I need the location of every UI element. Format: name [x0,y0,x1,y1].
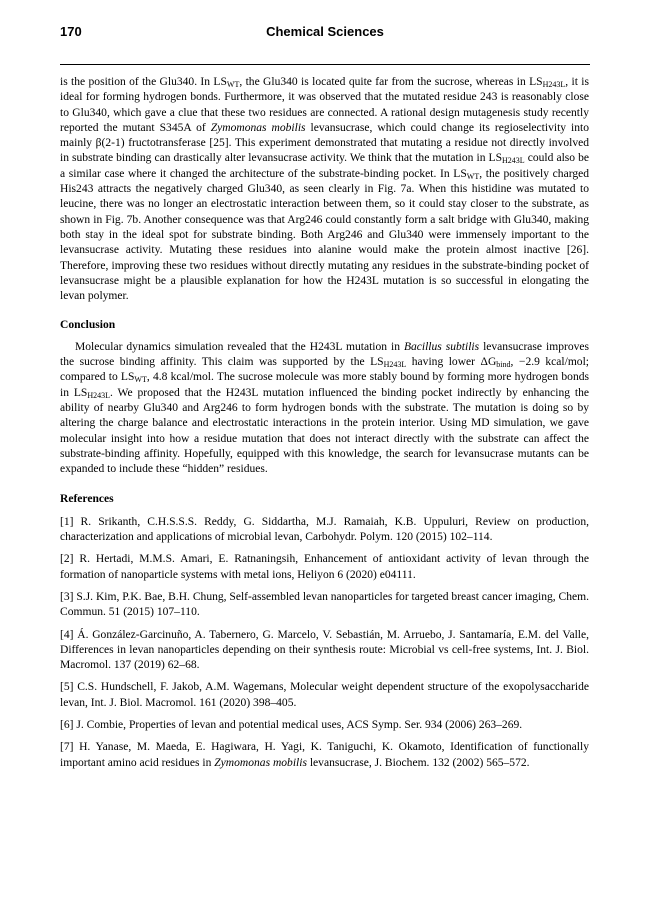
subscript: WT [134,375,147,385]
header-rule [60,64,590,65]
reference-item: [6] J. Combie, Properties of levan and potential medical uses, ACS Symp. Ser. 934 (2006) 263–269. [60,718,523,731]
body-paragraph: is the position of the Glu340. In $LS_{WT}$, the Glu340 is located quite far from the sucrose, whereas in $LS_{H243L}$, it is ideal for forming hydrogen bonds. Furthermore, it was observed that the mutated residue 243 is reasonably close to Glu340, which gave a clue that these two residues are connected. A rational design mutagenesis study recently reported the mutant S345A of Zymomonas mobilis levansucrase, which could change its regioselectivity into mainly β(2-1) fructotransferase [25]. This experiment demonstrated that mutating a residue not directly involved in substrate binding can drastically alter levansucrase activity. We think that the mutation in $LS_{H243L}$ could also be a similar case where it changed the architecture of the substrate-binding pocket. In $LS_{WT}$, the positively charged His243 attracts the negatively charged Glu340, as seen clearly in Fig. 7a. When this histidine was mutated to leucine, there was no longer an electrostatic interaction between them, so it could stay closer to the substrate, as shown in Fig. 7b. Another consequence was that Arg246 could constantly form a salt bridge with Glu340, making both stay in the ideal spot for substrate binding. Both Arg246 and Glu340 were immensely important to the levansucrase activity. Mutating these residues into alanine would make the protein almost inactive [26]. Therefore, improving these two residues without directly mutating any residues in the substrate-binding pocket of levansucrase might be a plausible explanation for how the H243L mutation is so successful in elongating the levan polymer. [60,76,590,303]
references-heading: References [60,493,114,506]
subscript: WT [466,171,480,181]
reference-item: [3] S.J. Kim, P.K. Bae, B.H. Chung, Self-assembled levan nanoparticles for targeted breast cancer imaging, Chem. Commun. 51 (2015) 107–110. [60,590,589,619]
conclusion-paragraph: Molecular dynamics simulation revealed that the H243L mutation in Bacillus subtilis levansucrase improves the sucrose binding affinity. This claim was supported by the $LS_{H243L}$ having lower $\Delta G_{bind}$, −2.9 kcal/mol; compared to $LS_{WT}$, 4.8 kcal/mol. The sucrose molecule was more stably bound by forming more hydrogen bonds in $LS_{H243L}$. We proposed that the H243L mutation influenced the binding pocket indirectly by enhancing the ability of nearby Glu340 and Arg246 to form hydrogen bonds with the substrate. The mutation is doing so by altering the charge balance and electrostatic interactions in the protein interior. Using MD simulation, we gave molecular insight into how a residue mutation that does not interact directly with the substrate can affect the substrate-binding affinity. Hopefully, equipped with this knowledge, the search for levansucrase mutants can be expanded to include these “hidden” residues. [60,340,590,476]
italic-species-name: Bacillus subtilis [403,340,480,353]
running-header [60,24,590,44]
page-content [60,75,589,778]
conclusion-heading: Conclusion [60,319,116,332]
reference-item: [5] C.S. Hundschell, F. Jakob, A.M. Wagemans, Molecular weight dependent structure of the exopolysaccharide levan, Int. J. Biol. Macromol. 161 (2020) 398–405. [60,681,589,709]
reference-item: [2] R. Hertadi, M.M.S. Amari, E. Ratnaningsih, Enhancement of antioxidant activity of levan through the formation of nanoparticle systems with metal ions, Heliyon 6 (2020) e04111. [60,553,589,581]
subscript: H243L [383,360,407,370]
subscript: bind [496,360,511,370]
conclusion-section [60,340,589,478]
reference-item: [4] Á. González-Garcinuño, A. Tabernero, G. Marcelo, V. Sebastián, M. Arruebo, J. Santamaría, E.M. del Valle, Differences in levan nanoparticles depending on their synthesis route: Microbial vs cell-free systems, Int. J. Biol. Macromol. 137 (2019) 62–68. [60,628,589,672]
italic-species-name: Zymomonas mobilis [210,121,306,134]
subscript: H243L [542,80,566,89]
page-number: 170 [60,24,82,39]
subscript: H243L [87,390,110,400]
reference-item: [7] H. Yanase, M. Maeda, E. Hagiwara, H. Yagi, K. Taniguchi, K. Okamoto, Identification of functionally important amino acid residues in Zymomonas mobilis levansucrase, J. Biochem. 132 (2002) 565–572. [60,741,589,769]
journal-title: Chemical Sciences [266,24,384,39]
subscript: WT [226,80,240,89]
subscript: H243L [502,156,525,166]
reference-item: [1] R. Srikanth, C.H.S.S.S. Reddy, G. Siddartha, M.J. Ramaiah, K.B. Uppuluri, Review on production, characterization and applications of microbial levan, Carbohydr. Polym. 120 (2015) 102–114. [60,515,589,544]
reference-list [60,515,589,771]
italic-species-name: Zymomonas mobilis [214,756,307,769]
